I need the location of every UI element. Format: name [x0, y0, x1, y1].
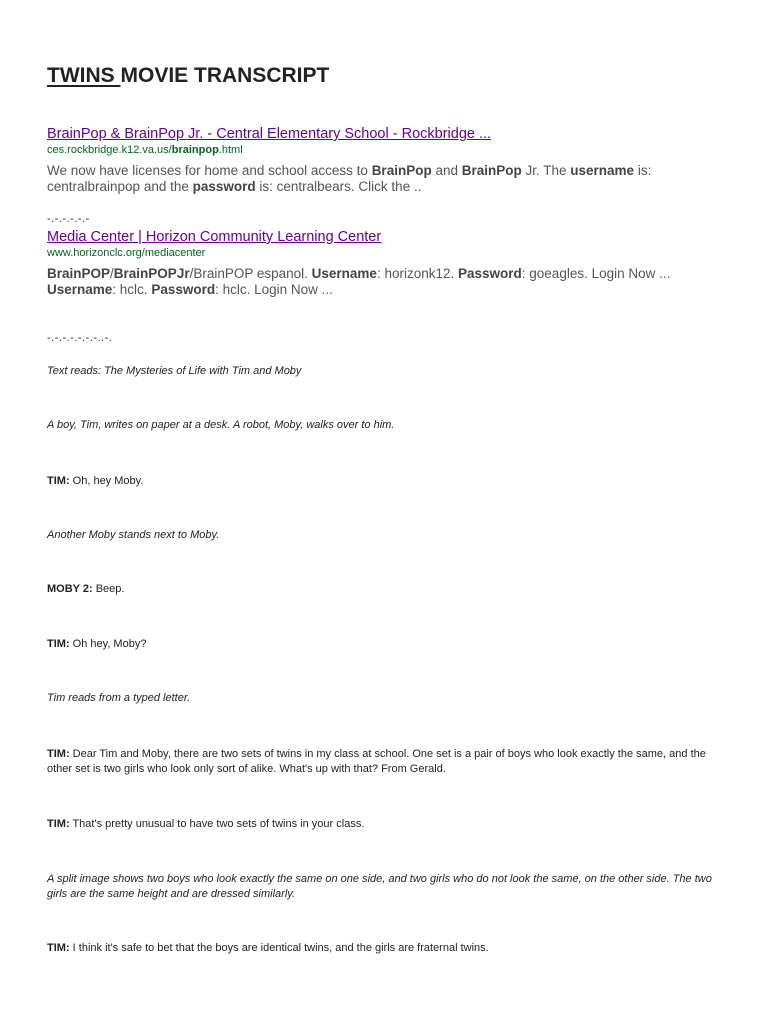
speaker-label: TIM: [47, 748, 70, 760]
transcript-line [47, 872, 732, 902]
dialogue-text: Oh hey, Moby? [69, 638, 147, 650]
transcript-line [47, 582, 732, 597]
speaker-label: MOBY 2: [47, 583, 93, 595]
snippet-keyword: Username [311, 266, 377, 281]
snippet-keyword: BrainPop [371, 163, 432, 178]
dialogue-text: Beep. [92, 583, 125, 595]
snippet-text: / [110, 266, 114, 281]
snippet-keyword: password [192, 179, 256, 194]
page-title [47, 64, 329, 88]
dialogue-text: I think it's safe to bet that the boys are identical twins, and the girls are fraternal twins. [69, 942, 489, 954]
title-rest: MOVIE TRANSCRIPT [120, 64, 330, 87]
speaker-label: TIM: [47, 818, 70, 830]
result-url [47, 246, 727, 260]
transcript-line [47, 941, 732, 956]
snippet-text: We now have licenses for home and school access to [47, 163, 372, 178]
snippet-text: : goeagles. Login Now ... [521, 266, 671, 281]
dialogue-text: That's pretty unusual to have two sets of twins in your class. [69, 818, 365, 830]
separator: -.-.-.-.-.-.-..-. [47, 332, 113, 344]
snippet-text: is: centralbears. Click the .. [255, 179, 422, 194]
transcript-line [47, 691, 732, 706]
transcript-line [47, 364, 732, 379]
snippet-keyword: Password [458, 266, 522, 281]
result-link[interactable]: BrainPop & BrainPop Jr. - Central Elementary School - Rockbridge ... [47, 126, 492, 142]
result-snippet [47, 163, 727, 195]
snippet-keyword: BrainPOPJr [113, 266, 190, 281]
transcript-line [47, 474, 732, 489]
speaker-label: TIM: [47, 475, 70, 487]
result-url-prefix: www.horizonclc.org/mediacenter [47, 247, 206, 259]
speaker-label: TIM: [47, 942, 70, 954]
transcript-line [47, 637, 732, 652]
snippet-text: : horizonk12. [376, 266, 458, 281]
snippet-keyword: Username [47, 282, 113, 297]
snippet-text: and [431, 163, 462, 178]
transcript-line [47, 747, 732, 777]
snippet-keyword: BrainPop [461, 163, 522, 178]
search-result [47, 229, 727, 298]
transcript-line [47, 418, 732, 433]
speaker-label: TIM: [47, 638, 70, 650]
result-url-suffix: .html [218, 144, 243, 156]
title-twins: TWINS [47, 64, 121, 87]
snippet-keyword: BrainPOP [47, 266, 111, 281]
stage-direction: Tim reads from a typed letter. [47, 692, 191, 704]
snippet-keyword: Password [151, 282, 216, 297]
result-url [47, 143, 727, 157]
result-url-prefix: ces.rockbridge.k12.va.us/ [47, 144, 172, 156]
result-link[interactable]: Media Center | Horizon Community Learning Center [47, 229, 382, 245]
transcript-line [47, 817, 732, 832]
snippet-text: is: centralbrainpop and the [47, 163, 652, 194]
stage-direction: Another Moby stands next to Moby. [47, 529, 220, 541]
transcript-line [47, 528, 732, 543]
separator: -.-.-.-.-.- [47, 213, 90, 225]
snippet-text: : hclc. [112, 282, 152, 297]
stage-direction: A boy, Tim, writes on paper at a desk. A robot, Moby, walks over to him. [47, 419, 395, 431]
result-url-bold: brainpop [171, 144, 219, 156]
search-result [47, 126, 727, 195]
dialogue-text: Oh, hey Moby. [69, 475, 144, 487]
result-snippet [47, 266, 727, 298]
snippet-text: : hclc. Login Now ... [215, 282, 333, 297]
snippet-text: /BrainPOP espanol. [189, 266, 312, 281]
stage-direction: Text reads: The Mysteries of Life with Tim and Moby [47, 365, 302, 377]
snippet-text: Jr. The [521, 163, 571, 178]
snippet-keyword: username [570, 163, 635, 178]
dialogue-text: Dear Tim and Moby, there are two sets of twins in my class at school. One set is a pair of boys who look exactly the same, and the other set is two girls who look only sort of alike. What's up with that? From Gerald. [47, 748, 706, 775]
stage-direction: A split image shows two boys who look exactly the same on one side, and two girls who do not look the same, on the other side. The two girls are the same height and are dressed similarly. [47, 873, 712, 900]
